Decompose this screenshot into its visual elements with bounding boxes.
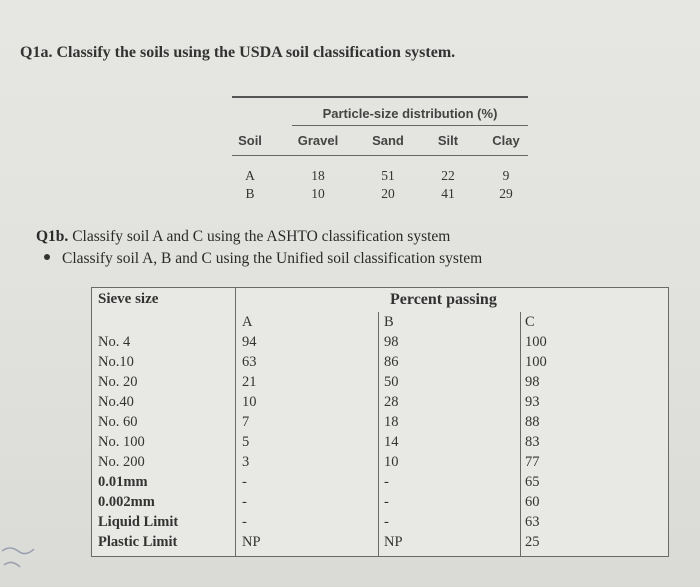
table-cell: 3	[242, 454, 250, 470]
particle-cell: B	[245, 186, 255, 201]
table-cell: No. 100	[98, 434, 145, 450]
table-cell: 25	[525, 534, 540, 550]
table-cell: 94	[242, 334, 257, 350]
table-cell: 77	[525, 454, 540, 470]
table-cell: No.40	[98, 394, 134, 410]
table-cell: 7	[242, 414, 250, 430]
question-1a-label: Q1a.	[20, 44, 53, 61]
table-cell: -	[242, 474, 247, 490]
header-gravel: Gravel	[297, 133, 339, 148]
question-1a	[20, 44, 455, 62]
question-1b	[36, 228, 450, 246]
table-cell: -	[242, 494, 247, 510]
percent-b-column	[384, 332, 403, 552]
column-divider	[378, 312, 379, 556]
particle-cell: 9	[502, 168, 510, 183]
table-cell: NP	[384, 534, 403, 550]
question-1b-label: Q1b.	[36, 228, 69, 245]
table-group-rule	[292, 125, 528, 126]
table-cell: 86	[384, 354, 399, 370]
particle-cell: 18	[311, 168, 325, 183]
table-cell: 50	[384, 374, 399, 390]
table-cell: 0.002mm	[98, 494, 155, 510]
table-cell: 10	[242, 394, 257, 410]
table-cell: No.10	[98, 354, 134, 370]
table-cell: 14	[384, 434, 399, 450]
table-cell: 10	[384, 454, 399, 470]
table-cell: 83	[525, 434, 540, 450]
header-percent-passing: Percent passing	[390, 291, 497, 308]
sieve-size-column	[98, 332, 178, 552]
subheader-b-label: B	[384, 314, 394, 330]
table-cell: Plastic Limit	[98, 534, 178, 550]
table-cell: -	[384, 514, 389, 530]
subheader-a-label: A	[242, 314, 253, 330]
particle-cell: 20	[381, 186, 395, 201]
subheader-a	[242, 312, 252, 332]
table-cell: 65	[525, 474, 540, 490]
table-cell: 21	[242, 374, 257, 390]
particle-cell: 22	[441, 168, 455, 183]
table-cell: 18	[384, 414, 399, 430]
table-cell: -	[242, 514, 247, 530]
table-header-rule	[232, 155, 528, 156]
column-divider	[520, 312, 521, 556]
table-cell: 60	[525, 494, 540, 510]
bullet-icon	[44, 254, 50, 260]
table-cell: 100	[525, 354, 547, 370]
table-cell: -	[384, 474, 389, 490]
question-1b-text: Classify soil A and C using the ASHTO classification system	[72, 228, 451, 245]
header-soil: Soil	[238, 133, 262, 148]
table-cell: No. 4	[98, 334, 131, 350]
subheader-c-label: C	[525, 314, 535, 330]
header-sand: Sand	[372, 133, 404, 148]
table-cell: No. 200	[98, 454, 145, 470]
table-cell: No. 60	[98, 414, 138, 430]
particle-cell: A	[245, 168, 255, 183]
subheader-b	[384, 312, 394, 332]
table-cell: No. 20	[98, 374, 138, 390]
table-cell: 100	[525, 334, 547, 350]
table-cell: 28	[384, 394, 399, 410]
table-cell: 63	[242, 354, 257, 370]
table-cell: 5	[242, 434, 250, 450]
particle-cell: 41	[441, 186, 455, 201]
table-top-rule	[232, 96, 528, 98]
sieve-analysis-table	[91, 287, 669, 557]
table-cell: 98	[525, 374, 540, 390]
question-1a-text: Classify the soils using the USDA soil classification system.	[56, 44, 456, 61]
table-cell: NP	[242, 534, 261, 550]
particle-cell: 29	[499, 186, 513, 201]
percent-a-column	[242, 332, 261, 552]
table-cell: 98	[384, 334, 399, 350]
particle-cell: 51	[381, 168, 395, 183]
table-cell: 88	[525, 414, 540, 430]
particle-size-title: Particle-size distribution (%)	[322, 106, 498, 121]
particle-cell: 10	[311, 186, 325, 201]
question-1b-bullet-text: Classify soil A, B and C using the Unified soil classification system	[62, 250, 483, 267]
table-cell: 63	[525, 514, 540, 530]
header-sieve-size: Sieve size	[98, 291, 159, 307]
table-cell: 0.01mm	[98, 474, 148, 490]
table-cell: Liquid Limit	[98, 514, 179, 530]
subheader-c	[525, 312, 535, 332]
header-silt: Silt	[437, 133, 459, 148]
header-clay: Clay	[492, 133, 520, 148]
handwritten-mark-icon	[0, 537, 40, 577]
table-cell: -	[384, 494, 389, 510]
question-1b-bullet	[44, 250, 482, 268]
column-divider	[235, 288, 236, 556]
percent-c-column	[525, 332, 547, 552]
table-cell: 93	[525, 394, 540, 410]
